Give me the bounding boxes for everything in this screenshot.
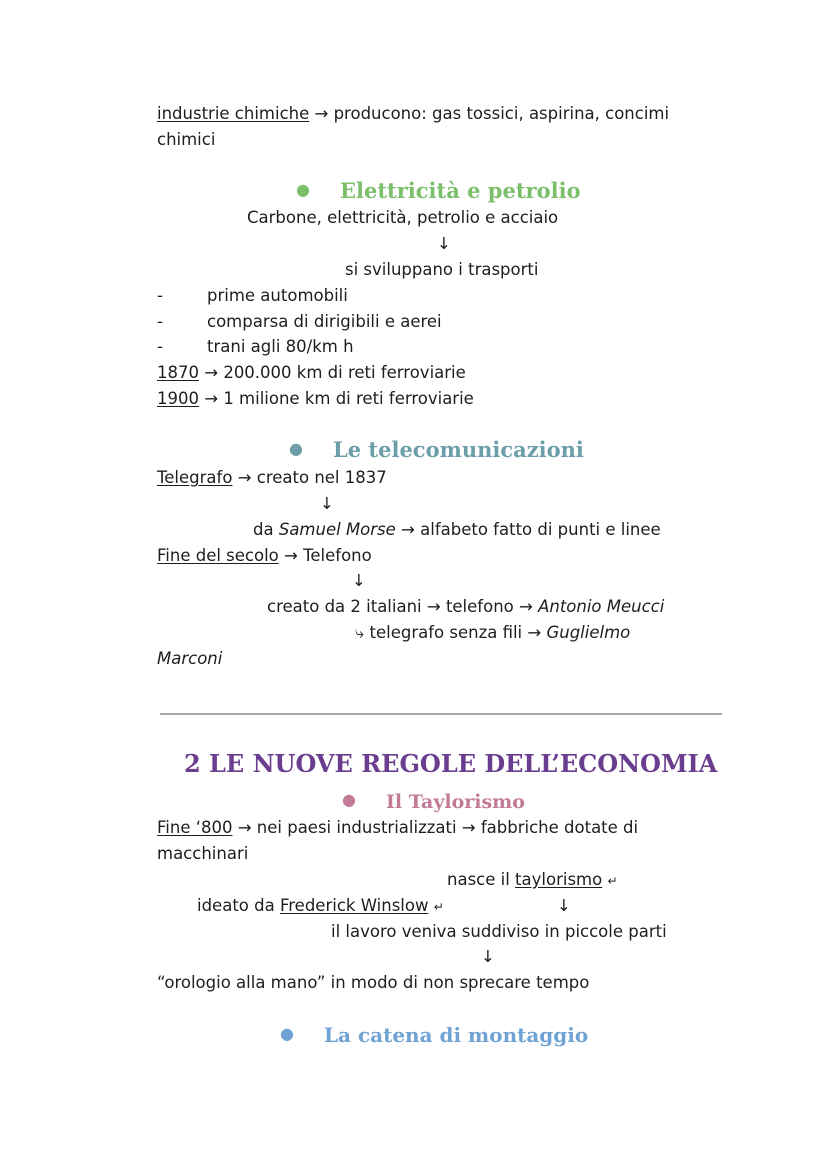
down-arrow-icon: ↓ <box>352 571 366 590</box>
meucci-line: creato da 2 italiani → telefono → Antonio Meucci <box>267 597 665 616</box>
chapter-title: 2 LE NUOVE REGOLE DELL’ECONOMIA <box>184 749 718 778</box>
marconi-line-cont: Marconi <box>157 649 223 668</box>
list-item: comparsa di dirigibili e aerei <box>207 312 442 331</box>
chem-line: industrie chimiche → producono: gas tossici, aspirina, concimi <box>157 104 670 123</box>
section-divider <box>160 713 722 715</box>
energy-line: Carbone, elettricità, petrolio e acciaio <box>247 208 559 227</box>
section-heading-telecomunicazioni: ● Le telecomunicazioni <box>289 437 584 462</box>
transport-line: si sviluppano i trasporti <box>345 260 539 279</box>
return-icon: ↵ <box>433 900 444 914</box>
rail-1870: 1870 → 200.000 km di reti ferroviarie <box>157 363 466 382</box>
section-heading-catena: ● La catena di montaggio <box>280 1023 589 1047</box>
section-heading-elettricita: ● Elettricità e petrolio <box>296 178 581 203</box>
section-heading-taylorismo: ● Il Taylorismo <box>342 787 525 815</box>
down-arrow-icon: ↓ <box>481 947 495 966</box>
down-arrow-icon: ↓ <box>320 494 334 513</box>
dash-marker: - <box>157 286 163 305</box>
marconi-line: ⤷ telegrafo senza fili → Guglielmo <box>355 623 631 642</box>
nasce-line: nasce il taylorismo ↵ <box>447 870 618 889</box>
fine-800-line: Fine ‘800 → nei paesi industrializzati → fabbriche dotate di <box>157 818 639 837</box>
dash-marker: - <box>157 312 163 331</box>
morse-line: da Samuel Morse → alfabeto fatto di punti e linee <box>253 520 661 539</box>
return-icon: ↵ <box>607 874 618 888</box>
bullet-icon: ● <box>280 1024 294 1043</box>
list-item: prime automobili <box>207 286 348 305</box>
bullet-icon: ● <box>342 790 356 809</box>
bullet-icon: ● <box>296 180 310 199</box>
bullet-icon: ● <box>289 439 303 458</box>
chem-term: industrie chimiche <box>157 104 310 123</box>
list-item: trani agli 80/km h <box>207 337 354 356</box>
telefono-line: Fine del secolo → Telefono <box>157 546 372 565</box>
chem-line-cont: chimici <box>157 130 216 149</box>
rail-1900: 1900 → 1 milione km di reti ferroviarie <box>157 389 474 408</box>
orologio-line: “orologio alla mano” in modo di non sprecare tempo <box>157 973 590 992</box>
dash-marker: - <box>157 337 163 356</box>
down-arrow-icon: ↓ <box>437 234 451 253</box>
down-arrow-icon: ↓ <box>557 896 571 915</box>
lavoro-line: il lavoro veniva suddiviso in piccole parti <box>331 922 667 941</box>
fine-800-line-cont: macchinari <box>157 844 249 863</box>
telegrafo-line: Telegrafo → creato nel 1837 <box>157 468 387 487</box>
ideato-line: ideato da Frederick Winslow ↵ <box>197 896 444 915</box>
